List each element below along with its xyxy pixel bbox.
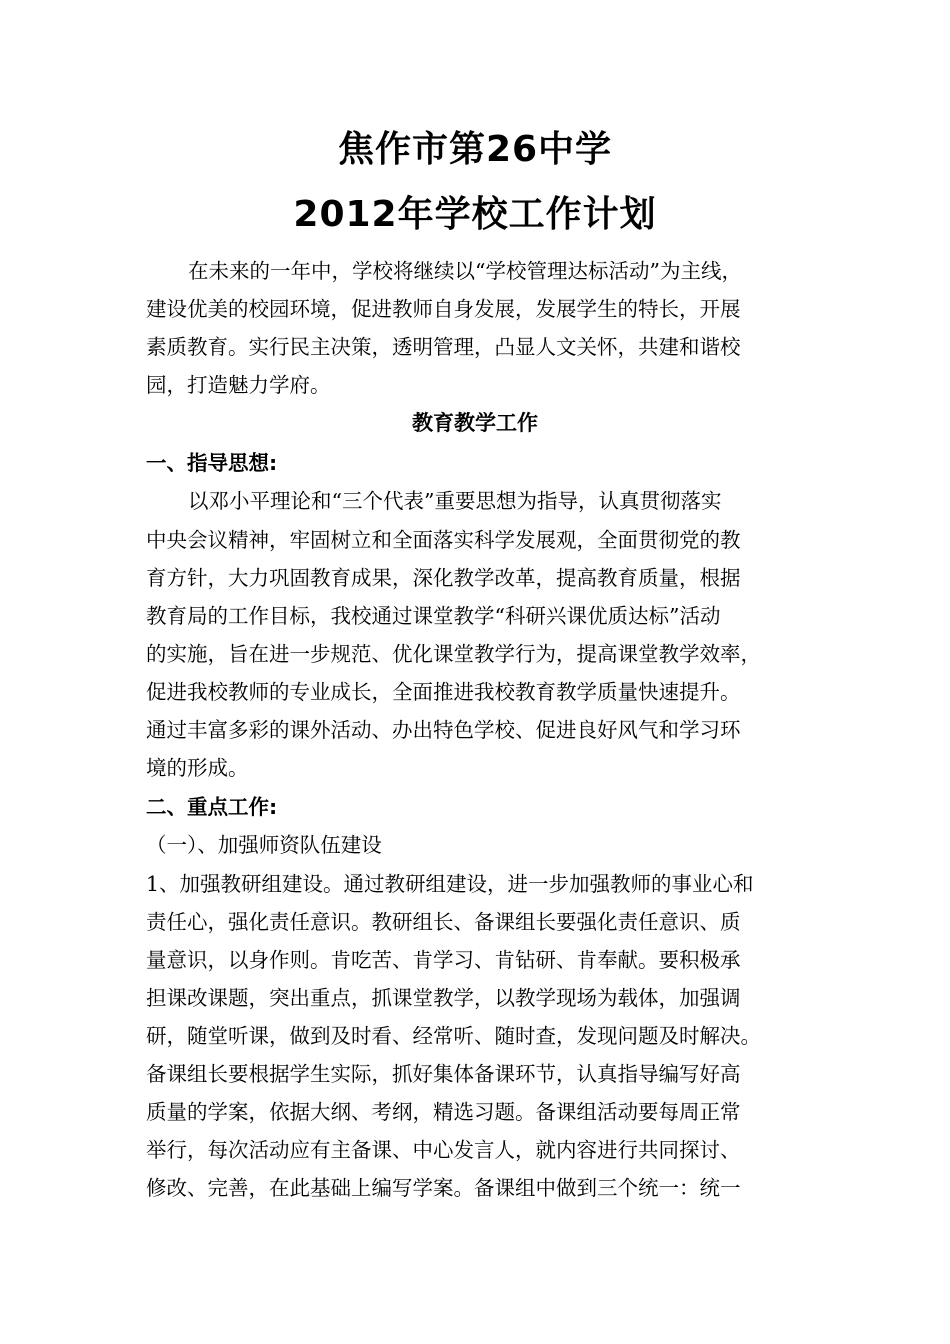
item-1-paragraph-line: 研，随堂听课，做到及时看、经常听、随时查，发现问题及时解决。 (146, 1024, 761, 1048)
subheading-teacher-team: （一）、加强师资队伍建设 (146, 833, 382, 857)
item-1-paragraph-line: 备课组长要根据学生实际，抓好集体备课环节，认真指导编写好高 (146, 1062, 741, 1086)
item-1-paragraph-line: 量意识，以身作则。肯吃苦、肯学习、肯钻研、肯奉献。要积极承 (146, 948, 741, 972)
intro-paragraph-line: 在未来的一年中，学校将继续以“学校管理达标活动”为主线， (188, 259, 742, 283)
item-1-paragraph-line: 1、加强教研组建设。通过教研组建设，进一步加强教师的事业心和 (146, 872, 754, 896)
guiding-paragraph-line: 的实施，旨在进一步规范、优化课堂教学行为，提高课堂教学效率， (146, 642, 761, 666)
item-1-paragraph-line: 担课改课题，突出重点，抓课堂教学，以教学现场为载体，加强调 (146, 986, 741, 1010)
intro-paragraph-line: 建设优美的校园环境，促进教师自身发展，发展学生的特长，开展 (146, 297, 741, 321)
document-title-line-1: 焦作市第26中学 (337, 129, 613, 170)
guiding-paragraph-line: 育方针，大力巩固教育成果，深化教学改革，提高教育质量，根据 (146, 566, 741, 590)
section-title: 教育教学工作 (412, 411, 538, 435)
item-1-paragraph-line: 举行，每次活动应有主备课、中心发言人，就内容进行共同探讨、 (146, 1138, 741, 1162)
intro-paragraph-line: 素质教育。实行民主决策，透明管理，凸显人文关怀，共建和谐校 (146, 335, 741, 359)
document-title-line-2: 2012年学校工作计划 (293, 194, 657, 235)
intro-paragraph-line: 园，打造魅力学府。 (146, 373, 331, 397)
guiding-paragraph-line: 境的形成。 (146, 756, 249, 780)
guiding-paragraph-line: 中央会议精神，牢固树立和全面落实科学发展观，全面贯彻党的教 (146, 528, 741, 552)
guiding-paragraph-line: 教育局的工作目标，我校通过课堂教学“科研兴课优质达标”活动 (146, 604, 721, 628)
heading-key-work: 二、重点工作: (146, 795, 278, 819)
item-1-paragraph-line: 质量的学案，依据大纲、考纲，精选习题。备课组活动要每周正常 (146, 1100, 741, 1124)
heading-guiding-thought: 一、指导思想: (146, 451, 278, 475)
item-1-paragraph-line: 责任心，强化责任意识。教研组长、备课组长要强化责任意识、质 (146, 910, 741, 934)
guiding-paragraph-line: 促进我校教师的专业成长，全面推进我校教育教学质量快速提升。 (146, 680, 741, 704)
guiding-paragraph-line: 通过丰富多彩的课外活动、办出特色学校、促进良好风气和学习环 (146, 718, 741, 742)
guiding-paragraph-line: 以邓小平理论和“三个代表”重要思想为指导，认真贯彻落实 (188, 489, 722, 513)
item-1-paragraph-line: 修改、完善，在此基础上编写学案。备课组中做到三个统一：统一 (146, 1176, 741, 1200)
